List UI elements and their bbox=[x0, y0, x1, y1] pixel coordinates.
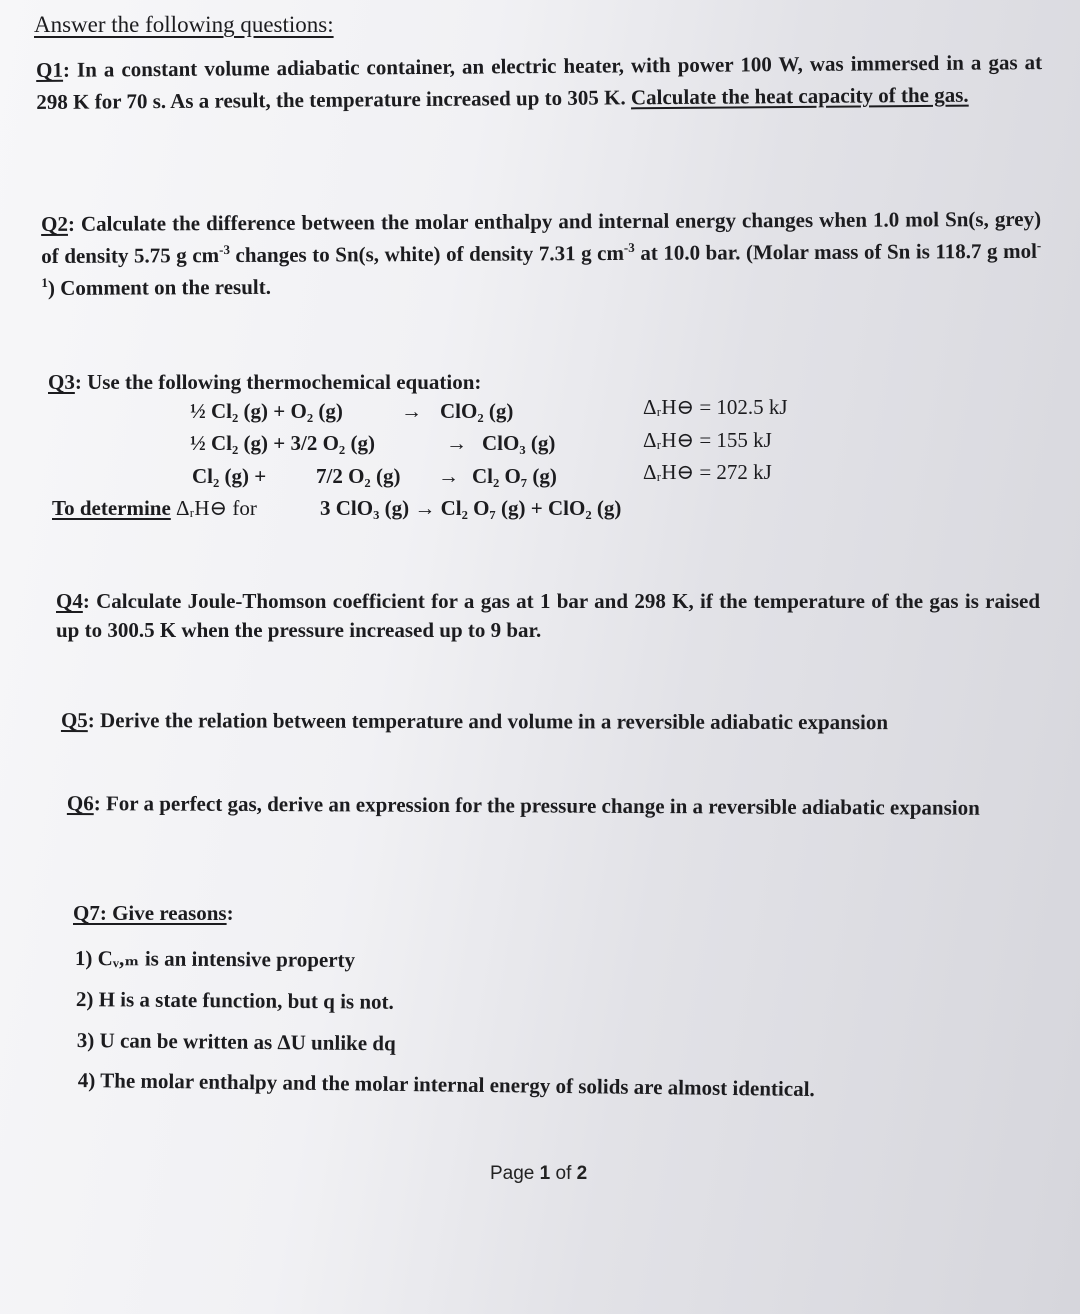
page-number bbox=[490, 1163, 587, 1185]
question-4-label: Q4 bbox=[56, 589, 83, 613]
equation-3-arrow: → bbox=[438, 464, 459, 488]
equation-2-right: ClO₃ (g) bbox=[482, 431, 556, 455]
question-7-colon: : bbox=[226, 901, 234, 925]
question-6-label: Q6 bbox=[66, 791, 94, 816]
question-5-label: Q5 bbox=[60, 708, 88, 733]
equation-1-enthalpy: ΔᵣH⊖ = 102.5 kJ bbox=[643, 395, 788, 419]
question-5 bbox=[61, 704, 1001, 738]
question-2-text-b: changes to Sn(s, white) of density 7.31 g cm bbox=[229, 240, 624, 268]
question-2 bbox=[41, 203, 1041, 304]
page-heading: Answer the following questions: bbox=[34, 12, 334, 37]
equation-1-arrow: → bbox=[401, 399, 422, 423]
question-4-text: : Calculate Joule-Thomson coefficient for a gas at 1 bar and 298 K, if the temperature of the gas is raised up to 300.5 K when the pressure increased up to 9 bar. bbox=[56, 589, 1040, 642]
question-7-label: Q7: Give reasons bbox=[73, 901, 227, 925]
page-of: of bbox=[550, 1163, 577, 1184]
target-label-text: To determine bbox=[52, 496, 171, 520]
equation-3-right: Cl₂ O₇ (g) bbox=[472, 464, 557, 488]
question-1-text: : In a constant volume adiabatic container, an electric heater, with power 100 W, was immersed in a gas at 298 K for 70 s. As a result, the temperature increased up to 305 K. bbox=[36, 50, 1043, 114]
equation-3-mid: 7/2 O₂ (g) bbox=[316, 464, 401, 488]
question-2-text-c: at 10.0 bar. (Molar mass of Sn is 118.7 g mol bbox=[634, 238, 1037, 265]
target-label bbox=[52, 496, 257, 521]
question-1-label: Q1 bbox=[36, 57, 64, 82]
target-symbol: ΔᵣH⊖ for bbox=[176, 496, 257, 520]
question-3-intro bbox=[48, 366, 748, 398]
equation-2-arrow: → bbox=[446, 431, 467, 455]
question-6-text: : For a perfect gas, derive an expression for the pressure change in a reversible adiabatic expansion bbox=[93, 791, 980, 820]
question-7-title bbox=[73, 901, 234, 926]
reason-item-4: 4) The molar enthalpy and the molar internal energy of solids are almost identical. bbox=[77, 1068, 815, 1102]
question-6 bbox=[67, 789, 1039, 822]
page-prefix: Page bbox=[490, 1163, 540, 1184]
question-1-task: Calculate the heat capacity of the gas. bbox=[630, 82, 969, 110]
target-equation: 3 ClO₃ (g) → Cl₂ O₇ (g) + ClO₂ (g) bbox=[320, 496, 622, 520]
question-2-text-d: ) Comment on the result. bbox=[47, 274, 271, 300]
equation-2-enthalpy: ΔᵣH⊖ = 155 kJ bbox=[643, 428, 772, 452]
equation-1-right: ClO₂ (g) bbox=[440, 399, 514, 423]
question-2-exp-1: -3 bbox=[219, 242, 230, 258]
reason-item-2: 2) H is a state function, but q is not. bbox=[75, 987, 394, 1014]
question-2-exp-2: -3 bbox=[623, 239, 635, 255]
page-total: 2 bbox=[576, 1163, 588, 1184]
question-3-intro-text: : Use the following thermochemical equation: bbox=[74, 370, 482, 394]
reason-item-3: 3) U can be written as ΔU unlike dq bbox=[76, 1028, 396, 1056]
question-2-text-a: : Calculate the difference between the molar enthalpy and internal energy changes when 1.0 mol Sn(s, grey) of density 5.75 g cm bbox=[41, 206, 1042, 268]
equation-3-enthalpy: ΔᵣH⊖ = 272 kJ bbox=[643, 460, 772, 484]
page-current: 1 bbox=[539, 1163, 551, 1184]
question-2-label: Q2 bbox=[41, 211, 68, 236]
reason-item-1: 1) Cᵥ,ₘ is an intensive property bbox=[74, 946, 356, 972]
equation-3-left: Cl₂ (g) + bbox=[192, 464, 267, 488]
question-2-exp-3: -1 bbox=[41, 237, 1042, 290]
question-4 bbox=[56, 587, 1040, 645]
equation-2-left: ½ Cl₂ (g) + 3/2 O₂ (g) bbox=[190, 431, 375, 455]
equation-1-left: ½ Cl₂ (g) + O₂ (g) bbox=[190, 399, 343, 423]
question-5-text: : Derive the relation between temperature and volume in a reversible adiabatic expansion bbox=[87, 708, 889, 735]
question-3-label: Q3 bbox=[48, 370, 75, 394]
question-1 bbox=[36, 46, 1042, 118]
